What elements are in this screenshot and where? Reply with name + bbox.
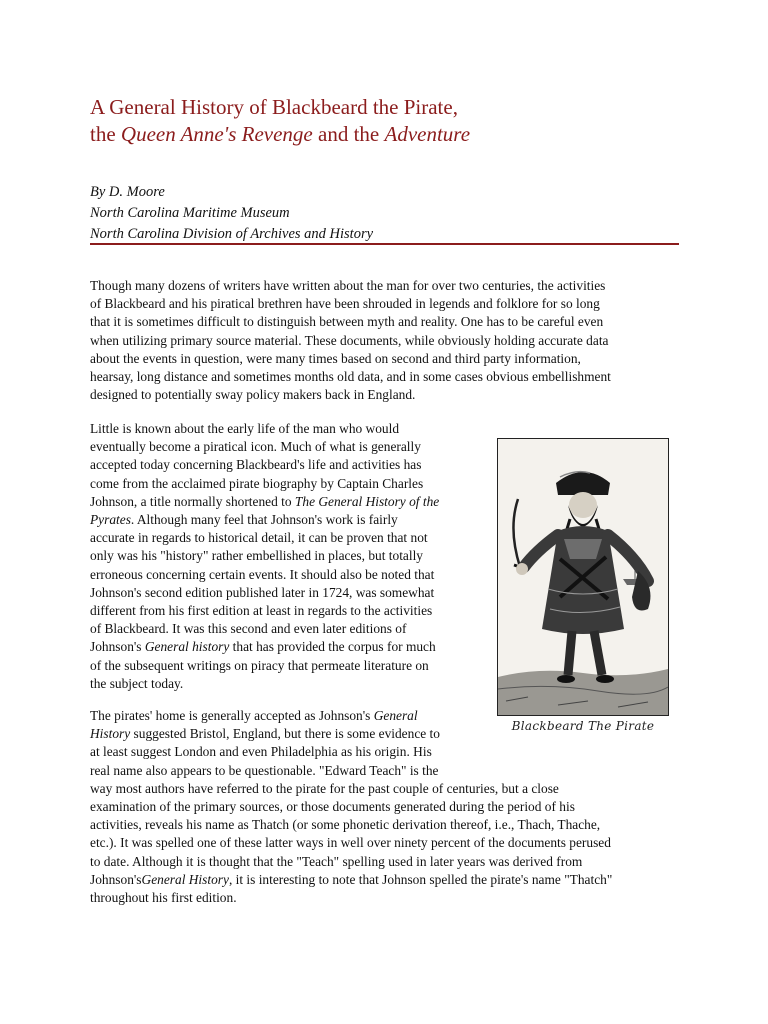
article-title — [90, 94, 690, 148]
blackbeard-figure — [497, 438, 669, 733]
paragraph-line: accurate in regards to historical detail, it can be proven that not — [90, 530, 428, 546]
book-title: General History — [141, 871, 229, 887]
text-run: , it is interesting to note that Johnson spelled the pirate's name "Thatch" — [228, 871, 613, 887]
text-run: suggested Bristol, England, but there is some evidence to — [130, 726, 440, 742]
paragraph-line: that it is sometimes difficult to distinguish between myth and reality. One has to be careful even — [90, 314, 604, 330]
paragraph-line: way most authors have referred to the pirate for the past couple of centuries, but a close — [90, 780, 559, 796]
figure-caption: Blackbeard The Pirate — [511, 719, 655, 733]
paragraph-line: come from the acclaimed pirate biography by Captain Charles — [90, 475, 424, 491]
paragraph-line: different from his first edition at least in regards to the activities — [90, 603, 433, 619]
paragraph-line: etc.). It was spelled one of these latter ways in well over ninety percent of the documents perused — [90, 835, 611, 851]
paragraph-intro — [90, 277, 690, 404]
paragraph-line: eventually become a piratical icon. Much of what is generally — [90, 439, 421, 455]
paragraph-line: of the subsequent writings on piracy that permeate literature on — [90, 657, 429, 673]
paragraph-line: Johnson's second edition published later in 1724, was somewhat — [90, 584, 435, 600]
book-title: Pyrates — [90, 512, 131, 528]
paragraph-line: at least suggest London and even Philadelphia as his origin. His — [90, 744, 432, 760]
paragraph-line — [90, 638, 490, 656]
paragraph-line: real name also appears to be questionable. "Edward Teach" is the — [90, 762, 439, 778]
paragraph-line: Little is known about the early life of the man who would — [90, 421, 400, 436]
paragraph-line: hearsay, long distance and sometimes months old data, and in some cases obvious embellishment — [90, 369, 611, 385]
title-text: and the — [312, 122, 385, 146]
ship-name-adventure: Adventure — [384, 122, 471, 146]
book-title: General — [373, 708, 418, 723]
paragraph-line: activities, reveals his name as Thatch (or some phonetic derivation thereof, i.e., Thach, Thache, — [90, 817, 601, 833]
paragraph-line: designed to potentially sway policy makers back in England. — [90, 387, 416, 403]
text-run: Johnson, a title normally shortened to — [90, 493, 295, 509]
title-text: the — [90, 122, 121, 146]
paragraph-line: only was his "history" rather embellished in places, but totally — [90, 548, 423, 564]
title-line-1: A General History of Blackbeard the Pirate, — [90, 95, 458, 119]
paragraph-johnson — [90, 420, 490, 693]
paragraph-line: when utilizing primary source material. These documents, while obviously holding accurate data — [90, 332, 609, 348]
book-title: History — [90, 726, 131, 742]
paragraph-line: accepted today concerning Blackbeard's life and activities has — [90, 457, 422, 473]
paragraph-line: erroneous concerning certain events. It should also be noted that — [90, 566, 435, 582]
byline — [90, 182, 680, 245]
paragraph-origins — [90, 707, 690, 907]
ship-name-queen-annes-revenge: Queen Anne's Revenge — [120, 122, 313, 146]
text-run: Johnson's — [90, 639, 145, 655]
paragraph-line — [90, 493, 490, 511]
paragraph-line: of Blackbeard and his piratical brethren have been shrouded in legends and folklore for so long — [90, 296, 600, 312]
text-run: Johnson's — [90, 871, 142, 887]
paragraph-line: Though many dozens of writers have written about the man for over two centuries, the activities — [90, 278, 606, 293]
paragraph-line: examination of the primary sources, or those documents generated during the period of his — [90, 799, 575, 815]
paragraph-line: throughout his first edition. — [90, 890, 237, 906]
paragraph-line: about the events in question, were many times based on second and third party information, — [90, 350, 581, 366]
paragraph-line — [90, 511, 490, 529]
title-divider — [90, 243, 679, 245]
text-run: that has provided the corpus for much — [229, 639, 436, 655]
book-title: The General History of the — [294, 493, 440, 509]
byline-division: North Carolina Division of Archives and History — [90, 226, 374, 242]
text-run: . Although many feel that Johnson's work is fairly — [130, 512, 398, 528]
byline-museum: North Carolina Maritime Museum — [90, 205, 290, 221]
title-line-2 — [90, 121, 690, 148]
byline-author: By D. Moore — [90, 184, 165, 200]
text-run: The pirates' home is generally accepted as Johnson's — [90, 708, 374, 723]
paragraph-line — [90, 871, 690, 889]
paragraph-line: the subject today. — [90, 675, 184, 691]
paragraph-line: of Blackbeard. It was this second and even later editions of — [90, 621, 407, 637]
book-title: General history — [144, 639, 230, 655]
blackbeard-engraving-image — [497, 438, 669, 716]
paragraph-line: to date. Although it is thought that the "Teach" spelling used in later years was derived from — [90, 853, 583, 869]
